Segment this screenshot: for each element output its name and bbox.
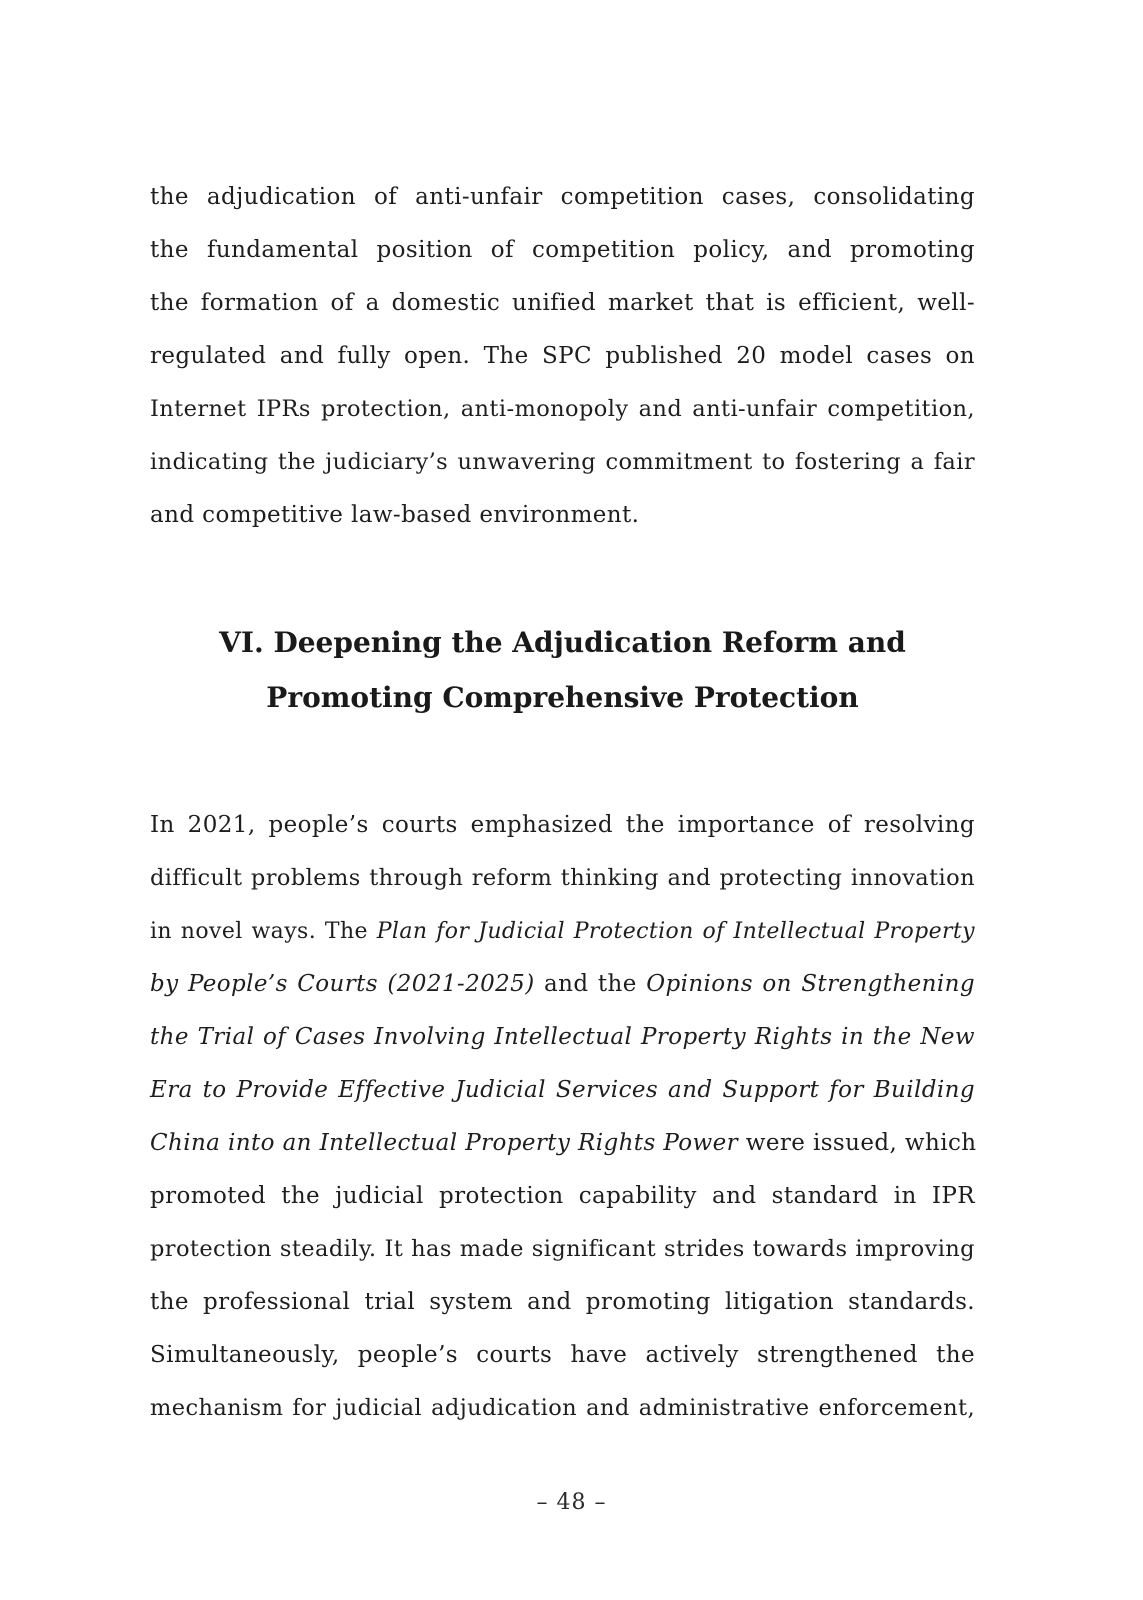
section-heading-line2: Promoting Comprehensive Protection (266, 681, 859, 714)
document-title-italic: Opinions on Strengthening (646, 971, 975, 997)
text-line: the adjudication of anti-unfair competition cases, consolidating (150, 184, 975, 210)
text-line (150, 1117, 975, 1170)
document-title-italic: by People’s Courts (2021-2025) (150, 971, 535, 997)
text-segment: and the (534, 971, 647, 997)
section-heading (150, 615, 975, 725)
text-line (150, 905, 975, 958)
text-line (150, 958, 975, 1011)
paragraph-competition-cases (150, 171, 975, 542)
text-line: indicating the judiciary’s unwavering commitment to fostering a fair (150, 449, 975, 475)
text-line: difficult problems through reform thinking and protecting innovation (150, 865, 975, 891)
text-line: the formation of a domestic unified market that is efficient, well- (150, 290, 975, 316)
text-line: Internet IPRs protection, anti-monopoly and anti-unfair competition, (150, 396, 975, 422)
text-segment: in novel ways. The (150, 919, 377, 944)
document-title-italic: China into an Intellectual Property Rights Power (150, 1130, 739, 1156)
text-line: and competitive law-based environment. (150, 502, 640, 528)
paragraph-adjudication-reform (150, 799, 975, 1435)
text-line: mechanism for judicial adjudication and administrative enforcement, (150, 1395, 975, 1421)
text-line: regulated and fully open. The SPC published 20 model cases on (150, 343, 975, 369)
text-segment: were issued, which (738, 1130, 977, 1156)
text-line: the fundamental position of competition policy, and promoting (150, 237, 975, 263)
document-title-italic: Plan for Judicial Protection of Intellectual Property (376, 919, 975, 944)
text-line: In 2021, people’s courts emphasized the importance of resolving (150, 812, 975, 838)
text-line: the professional trial system and promoting litigation standards. (150, 1289, 975, 1315)
document-title-italic: the Trial of Cases Involving Intellectual Property Rights in the New (150, 1024, 975, 1050)
text-line: protection steadily. It has made significant strides towards improving (150, 1236, 975, 1262)
document-title-italic: Era to Provide Effective Judicial Services and Support for Building (150, 1077, 975, 1103)
text-line (150, 1011, 975, 1064)
text-line: Simultaneously, people’s courts have actively strengthened the (150, 1342, 975, 1368)
page-number: – 48 – (536, 1490, 607, 1515)
text-line (150, 1064, 975, 1117)
text-line: promoted the judicial protection capability and standard in IPR (150, 1183, 975, 1209)
section-heading-line1: VI. Deepening the Adjudication Reform and (219, 626, 906, 659)
